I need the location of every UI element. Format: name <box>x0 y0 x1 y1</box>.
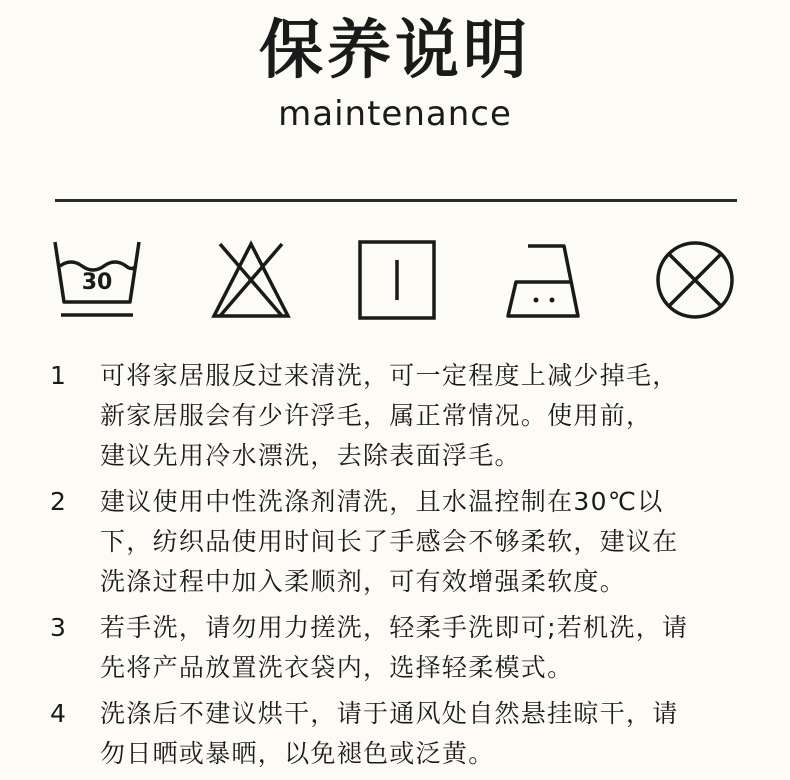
instruction-item <box>50 482 750 602</box>
do-not-bleach-icon <box>206 238 296 322</box>
instruction-line: 勿日晒或暴晒，以免褪色或泛黄。 <box>100 739 495 768</box>
instruction-line: 若手洗，请勿用力搓洗，轻柔手洗即可;若机洗，请 <box>100 613 689 642</box>
wash-30-icon <box>52 238 142 322</box>
instruction-line: 洗涤后不建议烘干，请于通风处自然悬挂晾干，请 <box>100 699 679 728</box>
care-instructions-list <box>50 356 750 780</box>
instruction-line: 新家居服会有少许浮毛，属正常情况。使用前， <box>100 401 653 430</box>
instruction-line: 洗涤过程中加入柔顺剂，可有效增强柔软度。 <box>100 567 627 596</box>
do-not-dry-clean-icon <box>650 238 740 322</box>
wash-temperature-label: 30 <box>81 270 113 295</box>
instruction-number: 4 <box>50 699 66 728</box>
instruction-item <box>50 356 750 476</box>
instruction-item <box>50 694 750 774</box>
instruction-line: 可将家居服反过来清洗，可一定程度上减少掉毛， <box>100 361 679 390</box>
tumble-dry-icon <box>352 238 442 322</box>
instruction-number: 2 <box>50 487 66 516</box>
instruction-number: 1 <box>50 361 66 390</box>
page-title: 保养说明 <box>259 14 531 88</box>
divider <box>55 199 737 202</box>
page-subtitle: maintenance <box>278 94 512 134</box>
instruction-line: 建议使用中性洗涤剂清洗，且水温控制在30℃以 <box>100 487 664 516</box>
instruction-line: 建议先用冷水漂洗，去除表面浮毛。 <box>100 441 521 470</box>
instruction-line: 下，纺织品使用时间长了手感会不够柔软，建议在 <box>100 527 679 556</box>
instruction-line: 先将产品放置洗衣袋内，选择轻柔模式。 <box>100 653 574 682</box>
instruction-number: 3 <box>50 613 66 642</box>
instruction-item <box>50 608 750 688</box>
iron-medium-icon <box>502 238 592 322</box>
